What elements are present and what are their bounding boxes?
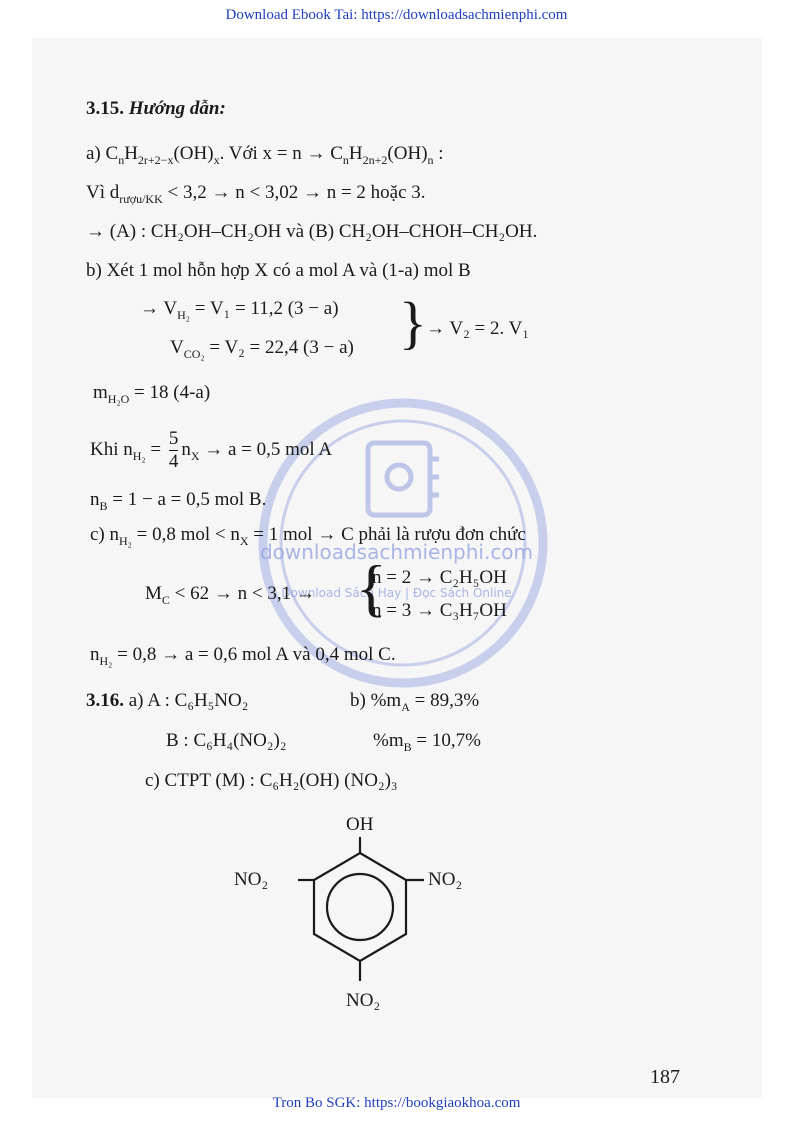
no2-bottom-label: NO₂ [346,990,381,1011]
line-a2: Vì $d_{rượu/KK} < 3,2 \to n < 3,02 \to n = 2$ hoặc 3. [86,182,426,206]
line-3-16-B: B : C₆H₄(NO₂)₂ [166,730,287,751]
line-3-16-a: 3.16. a) A : C₆H₅NO₂ [86,690,249,711]
header-link[interactable]: https://downloadsachmienphi.com [361,7,568,23]
line-b1: b) Xét 1 mol hỗn hợp X có a mol A và (1-a) mol B [86,260,471,281]
line-c3: $n_{H_2} = 0,8 \to a = 0,6$ mol A và 0,4 mol C. [90,644,396,668]
fraction-5-4: $\frac{5}{4}$ [168,428,179,473]
line-b4: $m_{H_2O} = 18$ (4-a) [93,382,211,406]
watermark-site: downloadsachmienphi.com [259,540,534,564]
page-header: Download Ebook Tai: https://downloadsachmienphi.com [225,7,568,23]
page-number: 187 [650,1066,680,1088]
line-3-16-b: b) $\%m_A = 89,3\%$ [350,690,480,714]
section-title-3-15: 3.15. Hướng dẫn: [86,98,226,119]
line-3-16-mB: $\%m_B = 10,7\%$ [373,730,481,754]
oh-label: OH [346,814,374,835]
line-b5: Khi $n_{H_2}$ = $\frac{5}{4}$ $n_X \to a = 0,5$ mol A [90,428,333,473]
line-b-result: → V₂ = 2. V₁ [426,318,529,339]
no2-right-label: NO₂ [428,869,463,890]
page-footer: Tron Bo SGK: https://bookgiaokhoa.com [272,1095,521,1111]
line-c2: $M_C < 62 \to n < 3,1$ → [145,583,315,607]
line-b3: $V_{CO_2} = V_2 = 22,4$ (3 − a) [170,337,354,361]
line-b2: → $V_{H_2} = V_1 = 11,2$ (3 − a) [140,298,339,322]
picric-acid-structure-icon [280,835,440,1005]
line-b6: $n_B = 1 - a = 0,5$ mol B. [90,489,267,513]
line-3-16-c: c) CTPT (M) : C₆H₂(OH) (NO₂)₃ [145,770,398,791]
line-c2-case2: n = 3 → C₃H₇OH [372,600,507,621]
brace-left: { [356,552,387,623]
line-a1: a) $C_nH_{2r+2-x}(OH)_x$. Với $x = n \to C_nH_{2n+2}(OH)_n$ : [86,143,444,167]
line-c2-case1: n = 2 → C₂H₅OH [372,567,507,588]
no2-left-label: NO₂ [234,869,269,890]
footer-link[interactable]: https://bookgiaokhoa.com [364,1095,521,1111]
brace-right: } [399,290,427,355]
line-a3: → (A) : CH₂OH–CH₂OH và (B) CH₂OH–CHOH–CH₂OH. [86,221,538,242]
line-c1: c) $n_{H_2} = 0,8$ mol < $n_X = 1$ mol → C phải là rượu đơn chức [90,524,526,548]
watermark-tagline: Download Sách Hay | Đọc Sách Online [281,586,512,600]
